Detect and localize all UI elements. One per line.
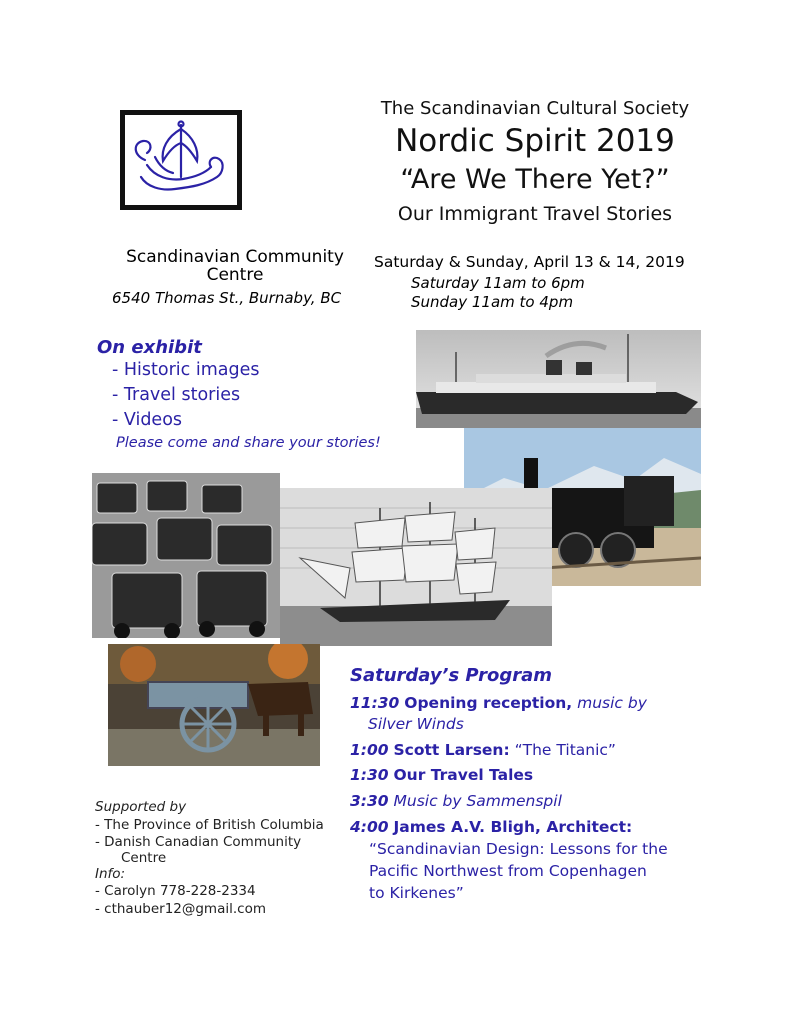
venue-address: 6540 Thomas St., Burnaby, BC <box>112 289 342 307</box>
program-item-330 <box>350 792 562 810</box>
program-time: 4:00 <box>350 818 389 836</box>
saturday-hours: Saturday 11am to 6pm <box>411 274 585 292</box>
exhibit-heading: On exhibit <box>97 337 202 358</box>
program-quote-line: “Scandinavian Design: Lessons for the <box>369 840 668 858</box>
program-title: Opening reception, <box>404 694 573 712</box>
ox-cart-photo <box>108 644 320 766</box>
supported-by-heading: Supported by <box>95 799 187 815</box>
viking-ship-icon <box>125 115 237 205</box>
program-time: 1:30 <box>350 766 389 784</box>
program-title: James A.V. Bligh, Architect: <box>393 818 633 836</box>
sponsor-item: - Danish Canadian Community <box>95 834 302 850</box>
program-note-cont: Silver Winds <box>368 715 464 733</box>
venue-name-line1: Scandinavian Community <box>126 247 344 267</box>
info-heading: Info: <box>95 866 126 882</box>
program-time: 11:30 <box>350 694 400 712</box>
program-heading: Saturday’s Program <box>350 665 552 686</box>
program-item-400 <box>350 818 632 836</box>
vintage-cars-photo <box>92 473 280 638</box>
exhibit-call-to-action: Please come and share your stories! <box>116 435 381 451</box>
program-note: music by <box>577 694 647 712</box>
program-item-130 <box>350 766 533 784</box>
exhibit-item: - Travel stories <box>112 385 241 405</box>
society-logo <box>120 110 242 210</box>
sponsor-item: - The Province of British Columbia <box>95 817 324 833</box>
program-quote: “The Titanic” <box>514 741 616 759</box>
contact-phone: - Carolyn 778-228-2334 <box>95 883 256 899</box>
program-item-1130 <box>350 694 647 712</box>
program-quote-line: to Kirkenes” <box>369 884 464 902</box>
program-title: Our Travel Tales <box>393 766 534 784</box>
ocean-liner-photo <box>416 330 701 428</box>
program-note: Music by Sammenspil <box>393 792 562 810</box>
event-dates: Saturday & Sunday, April 13 & 14, 2019 <box>374 253 685 271</box>
sponsor-item-cont: Centre <box>121 850 167 866</box>
venue-name <box>100 248 370 284</box>
program-time: 1:00 <box>350 741 389 759</box>
program-item-100 <box>350 741 616 759</box>
program-quote-line: Pacific Northwest from Copenhagen <box>369 862 647 880</box>
organization-name: The Scandinavian Cultural Society <box>380 98 690 119</box>
event-subtitle: Our Immigrant Travel Stories <box>397 203 673 225</box>
sunday-hours: Sunday 11am to 4pm <box>411 293 574 311</box>
contact-email[interactable]: - cthauber12@gmail.com <box>95 901 266 917</box>
exhibit-item: - Videos <box>112 410 183 430</box>
program-title: Scott Larsen: <box>393 741 510 759</box>
tall-ship-engraving <box>280 488 552 646</box>
exhibit-item: - Historic images <box>112 360 260 380</box>
program-time: 3:30 <box>350 792 389 810</box>
event-tagline: “Are We There Yet?” <box>400 164 670 195</box>
event-title: Nordic Spirit 2019 <box>395 123 675 159</box>
venue-name-line2: Centre <box>206 265 264 285</box>
